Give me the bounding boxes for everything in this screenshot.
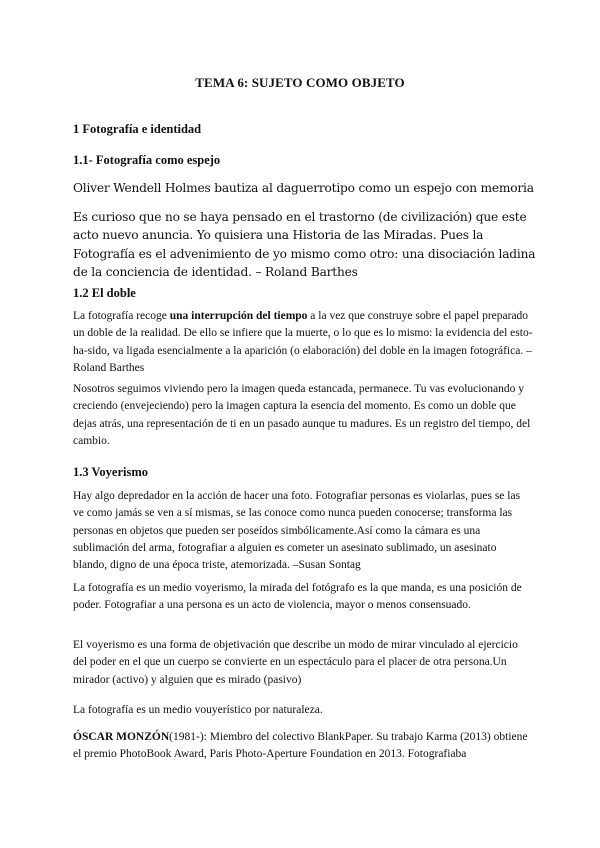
text-run: La fotografía recoge: [73, 310, 170, 322]
section-heading-identidad: 1 Fotografía e identidad: [73, 122, 202, 136]
section-heading-doble: 1.2 El doble: [73, 286, 136, 300]
page-title: TEMA 6: SUJETO COMO OBJETO: [195, 75, 405, 90]
quote-barthes-miradas: Es curioso que no se haya pensado en el trastorno (de civilización) que este acto nuevo anuncia. Yo quisiera una Historia de las Miradas. Pues la Fotografía es el advenimiento de yo mismo como otro: una disociación ladina de la conciencia de identidad. – Roland Barthes: [73, 210, 536, 280]
paragraph-naturaleza: La fotografía es un medio vouyerístico por naturaleza.: [73, 704, 323, 716]
text-run: a la vez que construye sobre el papel preparado un doble de la realidad. De ello se infiere que la muerte, o lo que es lo mismo: la evidencia del esto-ha-sido, va ligada esencialmente a la aparición (o elaboración) del doble en la imagen fotográfica. – Roland Barthes: [73, 310, 533, 374]
paragraph-sontag: Hay algo depredador en la acción de hacer una foto. Fotografiar personas es violarlas, pues se las ve como jamás se ven a sí mismas, se las conoce como nunca pueden conocerse; transforma las personas en objetos que pueden ser poseídos simbólicamente.Así como la cámara es una sublimación del arma, fotografiar a alguien es cometer un asesinato sublimado, un asesinato blando, digno de una época triste, atemorizada. –Susan Sontag: [73, 490, 521, 572]
section-heading-espejo: 1.1- Fotografía como espejo: [73, 153, 221, 167]
author-name: ÓSCAR MONZÓN: [73, 731, 170, 743]
section-heading-voyerismo: 1.3 Voyerismo: [73, 465, 148, 479]
paragraph-oscar-monzon: [73, 729, 533, 764]
paragraph-doble-barthes: [73, 308, 533, 377]
text-run: (1981-): Miembro del colectivo BlankPaper. Su trabajo Karma (2013) obtiene el premio PhotoBook Award, Paris Photo-Aperture Foundation en 2013. Fotografiaba: [73, 731, 528, 761]
emphasis-interrupcion: una interrupción del tiempo: [169, 310, 308, 322]
paragraph-voyerismo-poder: La fotografía es un medio voyerismo, la mirada del fotógrafo es la que manda, es una posición de poder. Fotografiar a una persona es un acto de violencia, mayor o menos consensuado.: [73, 582, 522, 612]
paragraph-doble-reflexion: Nosotros seguimos viviendo pero la imagen queda estancada, permanece. Tu vas evolucionando y creciendo (envejeciendo) pero la imagen captura la esencia del momento. Es como un doble que dejas atrás, una representación de ti en un pasado aunque tu madures. Es un registro del tiempo, del cambio.: [73, 383, 531, 447]
paragraph-objetivacion: El voyerismo es una forma de objetivación que describe un modo de mirar vinculado al ejercicio del poder en el que un cuerpo se convierte en un espectáculo para el placer de otra persona.Un mirador (activo) y alguien que es mirado (pasivo): [73, 639, 518, 686]
quote-holmes: Oliver Wendell Holmes bautiza al daguerrotipo como un espejo con memoria: [73, 181, 534, 195]
